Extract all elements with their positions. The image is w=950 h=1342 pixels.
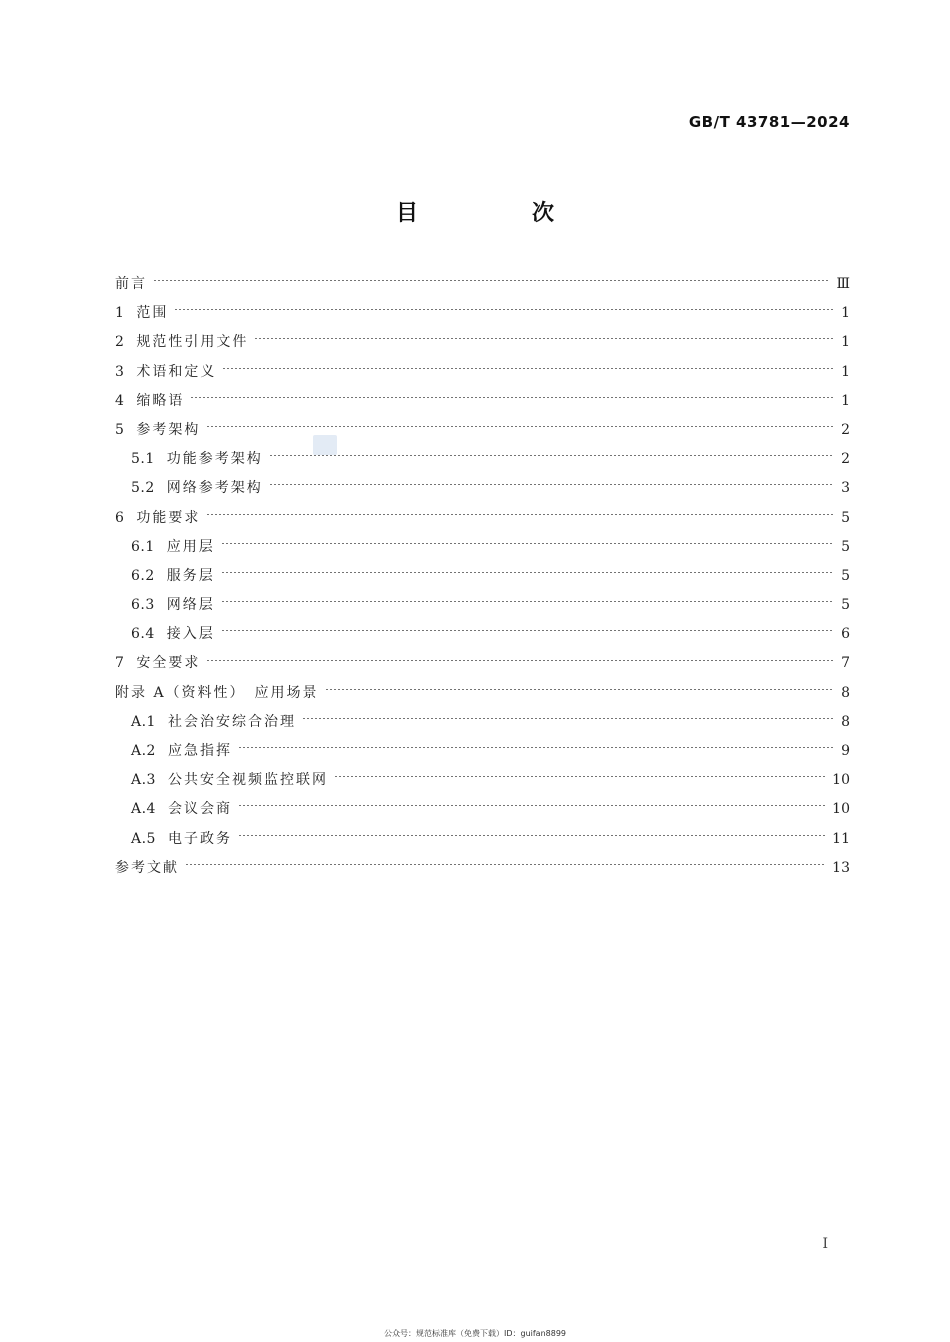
toc-entry-page: 10 [832,801,850,818]
toc-entry-number: A.3 [131,772,156,789]
dot-leader [185,864,826,865]
toc-entry-page: 1 [841,334,850,351]
toc-entry[interactable] [115,737,850,766]
dot-leader [238,835,826,836]
standard-number: GB/T 43781—2024 [688,113,850,131]
page-title: 目 次 [395,201,600,226]
toc-entry[interactable] [115,825,850,854]
dot-leader [206,426,834,427]
toc-entry-label: 服务层 [166,567,215,584]
toc-entry-number: A.5 [131,830,156,847]
toc-entry-page: 6 [841,626,850,643]
toc-entry[interactable] [115,299,850,328]
toc-entry-label: 接入层 [166,626,215,643]
toc-entry-number: A.2 [131,743,156,759]
dot-leader [221,572,834,573]
toc-entry-number: 7 [115,655,125,672]
toc-entry[interactable] [115,533,850,562]
toc-entry-label: 电子政务 [167,830,232,847]
toc-entry-number: 6.1 [131,538,155,555]
dot-leader [269,455,834,456]
toc-entry-page: 5 [841,567,850,584]
toc-entry-number: 1 [115,305,125,322]
toc-entry-label: 应急指挥 [167,743,232,759]
footer-page-number: Ⅰ [822,1236,828,1252]
dot-leader [190,397,834,398]
table-of-contents [115,270,850,883]
toc-entry-number: 5.2 [131,480,155,497]
dot-leader [238,747,834,748]
toc-entry-number: 5 [115,421,125,438]
toc-entry-label: 术语和定义 [136,363,217,380]
toc-entry-page: Ⅲ [836,276,850,292]
toc-entry-label: 安全要求 [136,655,201,672]
dot-leader [302,718,834,719]
toc-entry[interactable] [115,416,850,445]
toc-entry-page: 1 [841,305,850,322]
toc-entry[interactable] [115,766,850,795]
toc-entry[interactable] [115,679,850,708]
toc-entry-number: 3 [115,363,125,380]
toc-entry-number: 4 [115,392,125,409]
toc-entry-number: 5.1 [131,451,155,468]
dot-leader [206,660,834,661]
toc-entry-page: 9 [841,743,850,759]
toc-entry[interactable] [115,358,850,387]
dot-leader [222,368,834,369]
toc-entry-label: 网络参考架构 [166,480,263,497]
toc-entry-page: 5 [841,509,850,526]
toc-entry-number: 6 [115,509,125,526]
toc-entry-label: 应用层 [166,538,215,555]
toc-entry-number: 6.3 [131,597,155,614]
toc-entry[interactable] [115,504,850,533]
toc-entry[interactable] [115,562,850,591]
dot-leader [325,689,834,690]
toc-entry-label: 缩略语 [136,392,185,409]
dot-leader [269,484,834,485]
toc-entry-label: 社会治安综合治理 [167,713,296,730]
toc-entry-label: 网络层 [166,597,215,614]
toc-entry[interactable] [115,649,850,678]
toc-entry-number: A.1 [131,713,156,730]
toc-entry-label: 功能要求 [136,509,201,526]
toc-entry-page: 5 [841,538,850,555]
toc-entry-page: 5 [841,597,850,614]
toc-entry-page: 1 [841,363,850,380]
toc-entry[interactable] [115,445,850,474]
toc-entry-label: 参考架构 [136,421,201,438]
toc-entry[interactable] [115,795,850,824]
toc-entry[interactable] [115,387,850,416]
dot-leader [334,776,826,777]
toc-entry-number: 2 [115,334,125,351]
toc-entry-page: 10 [832,772,850,789]
dot-leader [206,514,834,515]
dot-leader [221,543,834,544]
toc-entry-label: 前言 [115,276,147,292]
toc-entry[interactable] [115,708,850,737]
toc-entry-page: 2 [841,451,850,468]
dot-leader [153,280,830,281]
dot-leader [221,601,834,602]
toc-entry-label: 参考文献 [115,859,179,876]
toc-entry-number: 6.4 [131,626,155,643]
toc-entry-page: 1 [841,392,850,409]
toc-entry-label: 会议会商 [167,801,232,818]
toc-entry-page: 3 [841,480,850,497]
toc-entry[interactable] [115,591,850,620]
toc-entry-label: 附录 A（资料性） 应用场景 [115,684,319,701]
toc-entry-page: 11 [832,830,850,847]
toc-entry-label: 规范性引用文件 [136,334,249,351]
toc-entry-label: 公共安全视频监控联网 [167,772,328,789]
toc-entry-page: 8 [841,713,850,730]
toc-entry-page: 7 [841,655,850,672]
dot-leader [221,630,834,631]
dot-leader [254,338,834,339]
toc-entry[interactable] [115,854,850,883]
toc-entry-number: 6.2 [131,567,155,584]
toc-entry[interactable] [115,270,850,299]
dot-leader [238,805,826,806]
toc-entry-page: 2 [841,421,850,438]
toc-entry[interactable] [115,474,850,503]
toc-entry-page: 8 [841,684,850,701]
toc-entry-label: 功能参考架构 [166,451,263,468]
toc-entry-page: 13 [832,859,850,876]
footer-watermark: 公众号：规范标准库（免费下载）ID：guifan8899 [383,1329,567,1338]
toc-entry-number: A.4 [131,801,156,818]
dot-leader [174,309,834,310]
toc-entry[interactable] [115,328,850,357]
toc-entry[interactable] [115,620,850,649]
toc-entry-label: 范围 [136,305,169,322]
